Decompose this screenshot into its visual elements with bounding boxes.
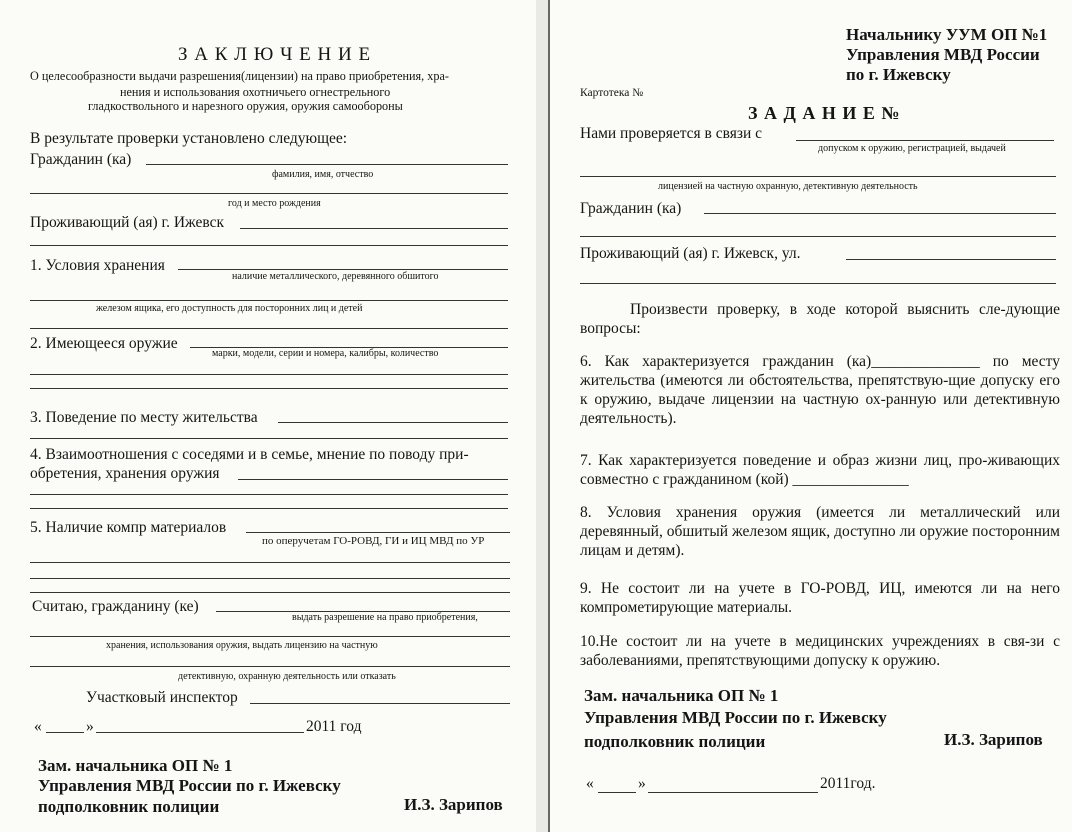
- task-citizen-field[interactable]: [704, 213, 1056, 214]
- task-form: [548, 0, 1072, 832]
- birth-hint: год и место рождения: [228, 198, 321, 209]
- task-citizen-label: Гражданин (ка): [580, 200, 682, 217]
- conclusion-subtitle-2: нения и использования охотничьего огнестрельного: [120, 85, 391, 99]
- check-reason-hint-1: допуском к оружию, регистрацией, выдачей: [818, 143, 1006, 154]
- date-day-field[interactable]: [46, 732, 84, 733]
- storage-field-3[interactable]: [30, 328, 508, 329]
- inspector-label: Участковый инспектор: [86, 689, 238, 706]
- date-open-quote: «: [34, 718, 42, 735]
- question-10: 10.Не состоит ли на учете в медицинских учреждениях в свя-зи с заболеваниями, препятствующими допуску к оружию.: [580, 633, 1060, 669]
- citizen-name-field[interactable]: [146, 164, 508, 165]
- storage-label: 1. Условия хранения: [30, 257, 165, 274]
- relations-field-3[interactable]: [30, 508, 508, 509]
- materials-hint: по оперучетам ГО-РОВД, ГИ и ИЦ МВД по УР: [262, 535, 485, 547]
- conclusion-field-3[interactable]: [30, 666, 510, 667]
- date-close-quote: »: [86, 718, 94, 735]
- task-instruction: Произвести проверку, в ходе которой выяснить сле-дующие вопросы:: [580, 301, 1060, 337]
- materials-field-4[interactable]: [30, 592, 510, 593]
- addressee-line-3: по г. Ижевску: [846, 65, 951, 84]
- task-signer-name: И.З. Зарипов: [944, 730, 1043, 749]
- storage-hint-2: железом ящика, его доступность для посторонних лиц и детей: [96, 303, 363, 314]
- date-year: 2011 год: [306, 718, 362, 735]
- relations-field-2[interactable]: [30, 494, 508, 495]
- task-date-month-field[interactable]: [648, 792, 818, 793]
- task-date-day-field[interactable]: [598, 792, 636, 793]
- conclusion-subtitle-3: гладкоствольного и нарезного оружия, оружия самообороны: [88, 99, 403, 113]
- conclusion-hint-1: выдать разрешение на право приобретения,: [292, 612, 478, 623]
- inspector-field[interactable]: [250, 703, 510, 704]
- residence-field-2[interactable]: [30, 245, 508, 246]
- conclusion-field-2[interactable]: [30, 636, 510, 637]
- relations-field[interactable]: [238, 479, 508, 480]
- materials-field-3[interactable]: [30, 578, 510, 579]
- signer-name: И.З. Зарипов: [404, 795, 503, 814]
- conclusion-title: З А К Л Ю Ч Е Н И Е: [178, 44, 372, 65]
- signature-title-3: подполковник полиции: [38, 797, 220, 816]
- task-signature-title-1: Зам. начальника ОП № 1: [584, 686, 779, 705]
- check-reason-hint-2: лицензией на частную охранную, детективную деятельность: [658, 181, 918, 192]
- materials-label: 5. Наличие компр материалов: [30, 519, 227, 536]
- task-residence-field[interactable]: [846, 259, 1056, 260]
- citizen-name-hint: фамилия, имя, отчество: [272, 169, 374, 180]
- conclusion-hint-3: детективную, охранную деятельность или отказать: [178, 671, 396, 682]
- task-signature-title-3: подполковник полиции: [584, 732, 766, 751]
- signature-title-2: Управления МВД России по г. Ижевску: [38, 776, 341, 795]
- behavior-field[interactable]: [278, 422, 508, 423]
- check-reason-field[interactable]: [796, 140, 1054, 141]
- intro-text: В результате проверки установлено следующее:: [30, 130, 348, 147]
- question-6: 6. Как характеризуется гражданин (ка)______________ по месту жительства (имеются ли обстоятельства, препятствую-щие допуску его к оружию, выдаче лицензии на частную ох-ранную или детективную деятельность).: [580, 353, 1060, 427]
- question-7: 7. Как характеризуется поведение и образ жизни лиц, про-живающих совместно с гражданином (кой) _______________: [580, 452, 1060, 488]
- behavior-label: 3. Поведение по месту жительства: [30, 409, 258, 426]
- conclusion-label: Считаю, гражданину (ке): [32, 598, 199, 615]
- file-number-label: Картотека №: [580, 87, 644, 99]
- task-residence-label: Проживающий (ая) г. Ижевск, ул.: [580, 245, 801, 262]
- materials-field-2[interactable]: [30, 562, 510, 563]
- citizen-label: Гражданин (ка): [30, 151, 132, 168]
- weapon-label: 2. Имеющееся оружие: [30, 335, 178, 352]
- birth-field[interactable]: [30, 193, 508, 194]
- check-reason-field-2[interactable]: [580, 176, 1056, 177]
- task-residence-field-2[interactable]: [580, 283, 1056, 284]
- weapon-field-2[interactable]: [30, 374, 508, 375]
- conclusion-hint-2: хранения, использования оружия, выдать лицензию на частную: [106, 640, 378, 651]
- addressee-line-1: Начальнику УУМ ОП №1: [846, 25, 1048, 44]
- weapon-field-3[interactable]: [30, 388, 508, 389]
- question-9: 9. Не состоит ли на учете в ГО-РОВД, ИЦ, имеются ли на него компрометирующие материалы.: [580, 580, 1060, 616]
- residence-field[interactable]: [240, 228, 508, 229]
- check-reason-label: Нами проверяется в связи с: [580, 125, 763, 142]
- task-citizen-field-2[interactable]: [580, 236, 1056, 237]
- signature-title-1: Зам. начальника ОП № 1: [38, 756, 233, 775]
- task-date-close-quote: »: [638, 775, 646, 792]
- conclusion-subtitle-1: О целесообразности выдачи разрешения(лицензии) на право приобретения, хра-: [30, 69, 449, 83]
- storage-field[interactable]: [178, 269, 508, 270]
- relations-label-2: обретения, хранения оружия: [30, 465, 220, 482]
- task-date-open-quote: «: [586, 775, 594, 792]
- task-title: З А Д А Н И Е №: [748, 103, 901, 123]
- relations-label-1: 4. Взаимоотношения с соседями и в семье, мнение по поводу при-: [30, 446, 469, 463]
- question-8: 8. Условия хранения оружия (имеется ли металлический или деревянный, обшитый железом ящик, доступно ли оружие посторонним лицам и детям).: [580, 504, 1060, 559]
- page-gutter: [536, 0, 548, 832]
- behavior-field-2[interactable]: [30, 438, 508, 439]
- storage-hint-1: наличие металлического, деревянного обшитого: [232, 271, 439, 282]
- task-signature-title-2: Управления МВД России по г. Ижевску: [584, 708, 887, 727]
- materials-field[interactable]: [246, 532, 510, 533]
- storage-field-2[interactable]: [30, 300, 508, 301]
- weapon-hint: марки, модели, серии и номера, калибры, количество: [212, 348, 439, 359]
- addressee-line-2: Управления МВД России: [846, 45, 1040, 64]
- residence-label: Проживающий (ая) г. Ижевск: [30, 214, 225, 231]
- date-month-field[interactable]: [96, 732, 304, 733]
- task-date-year: 2011год.: [820, 775, 876, 792]
